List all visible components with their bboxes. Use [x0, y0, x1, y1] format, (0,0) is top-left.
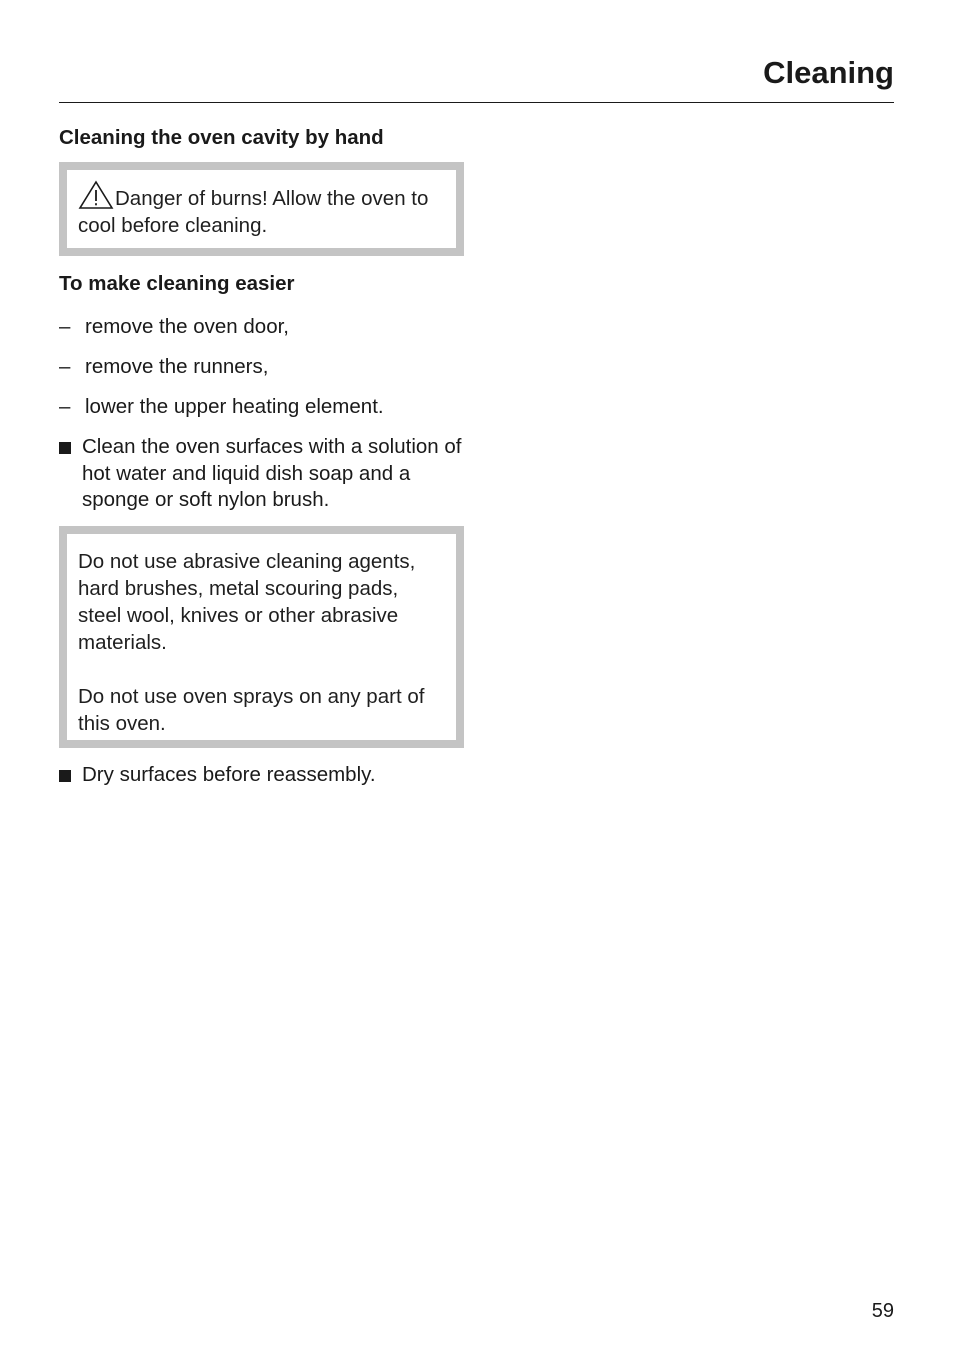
list-item-text: remove the oven door,	[85, 315, 289, 338]
dash-bullet: –	[59, 315, 71, 338]
step-clean	[59, 434, 464, 514]
dash-bullet: –	[59, 395, 71, 418]
step-dry	[59, 762, 464, 789]
subheading: To make cleaning easier	[59, 272, 295, 295]
page-header	[59, 50, 894, 103]
list-item	[59, 393, 464, 420]
caution-paragraph: Do not use oven sprays on any part of this oven.	[78, 684, 425, 735]
warning-triangle-icon	[78, 180, 114, 210]
list-item-text: remove the runners,	[85, 355, 269, 378]
list-item-text: lower the upper heating element.	[85, 395, 384, 418]
preparation-list	[59, 313, 464, 420]
step-dry-text: Dry surfaces before reassembly.	[82, 762, 376, 786]
main-content	[59, 124, 464, 788]
step-clean-text: Clean the oven surfaces with a solution of hot water and liquid dish soap and a sponge or soft nylon brush.	[82, 435, 462, 511]
warning-text: Danger of burns! Allow the oven to cool before cleaning.	[78, 187, 429, 237]
square-bullet-icon	[59, 442, 71, 454]
section-heading: Cleaning the oven cavity by hand	[59, 126, 384, 149]
page-number: 59	[871, 1300, 894, 1322]
list-item	[59, 353, 464, 380]
page-title: Cleaning	[763, 55, 894, 90]
caution-box	[59, 526, 464, 748]
list-item	[59, 313, 464, 340]
caution-paragraph: Do not use abrasive cleaning agents, hard brushes, metal scouring pads, steel wool, knives or other abrasive materials.	[78, 549, 416, 654]
square-bullet-icon	[59, 770, 71, 782]
dash-bullet: –	[59, 355, 71, 378]
burn-warning-box	[59, 162, 464, 256]
